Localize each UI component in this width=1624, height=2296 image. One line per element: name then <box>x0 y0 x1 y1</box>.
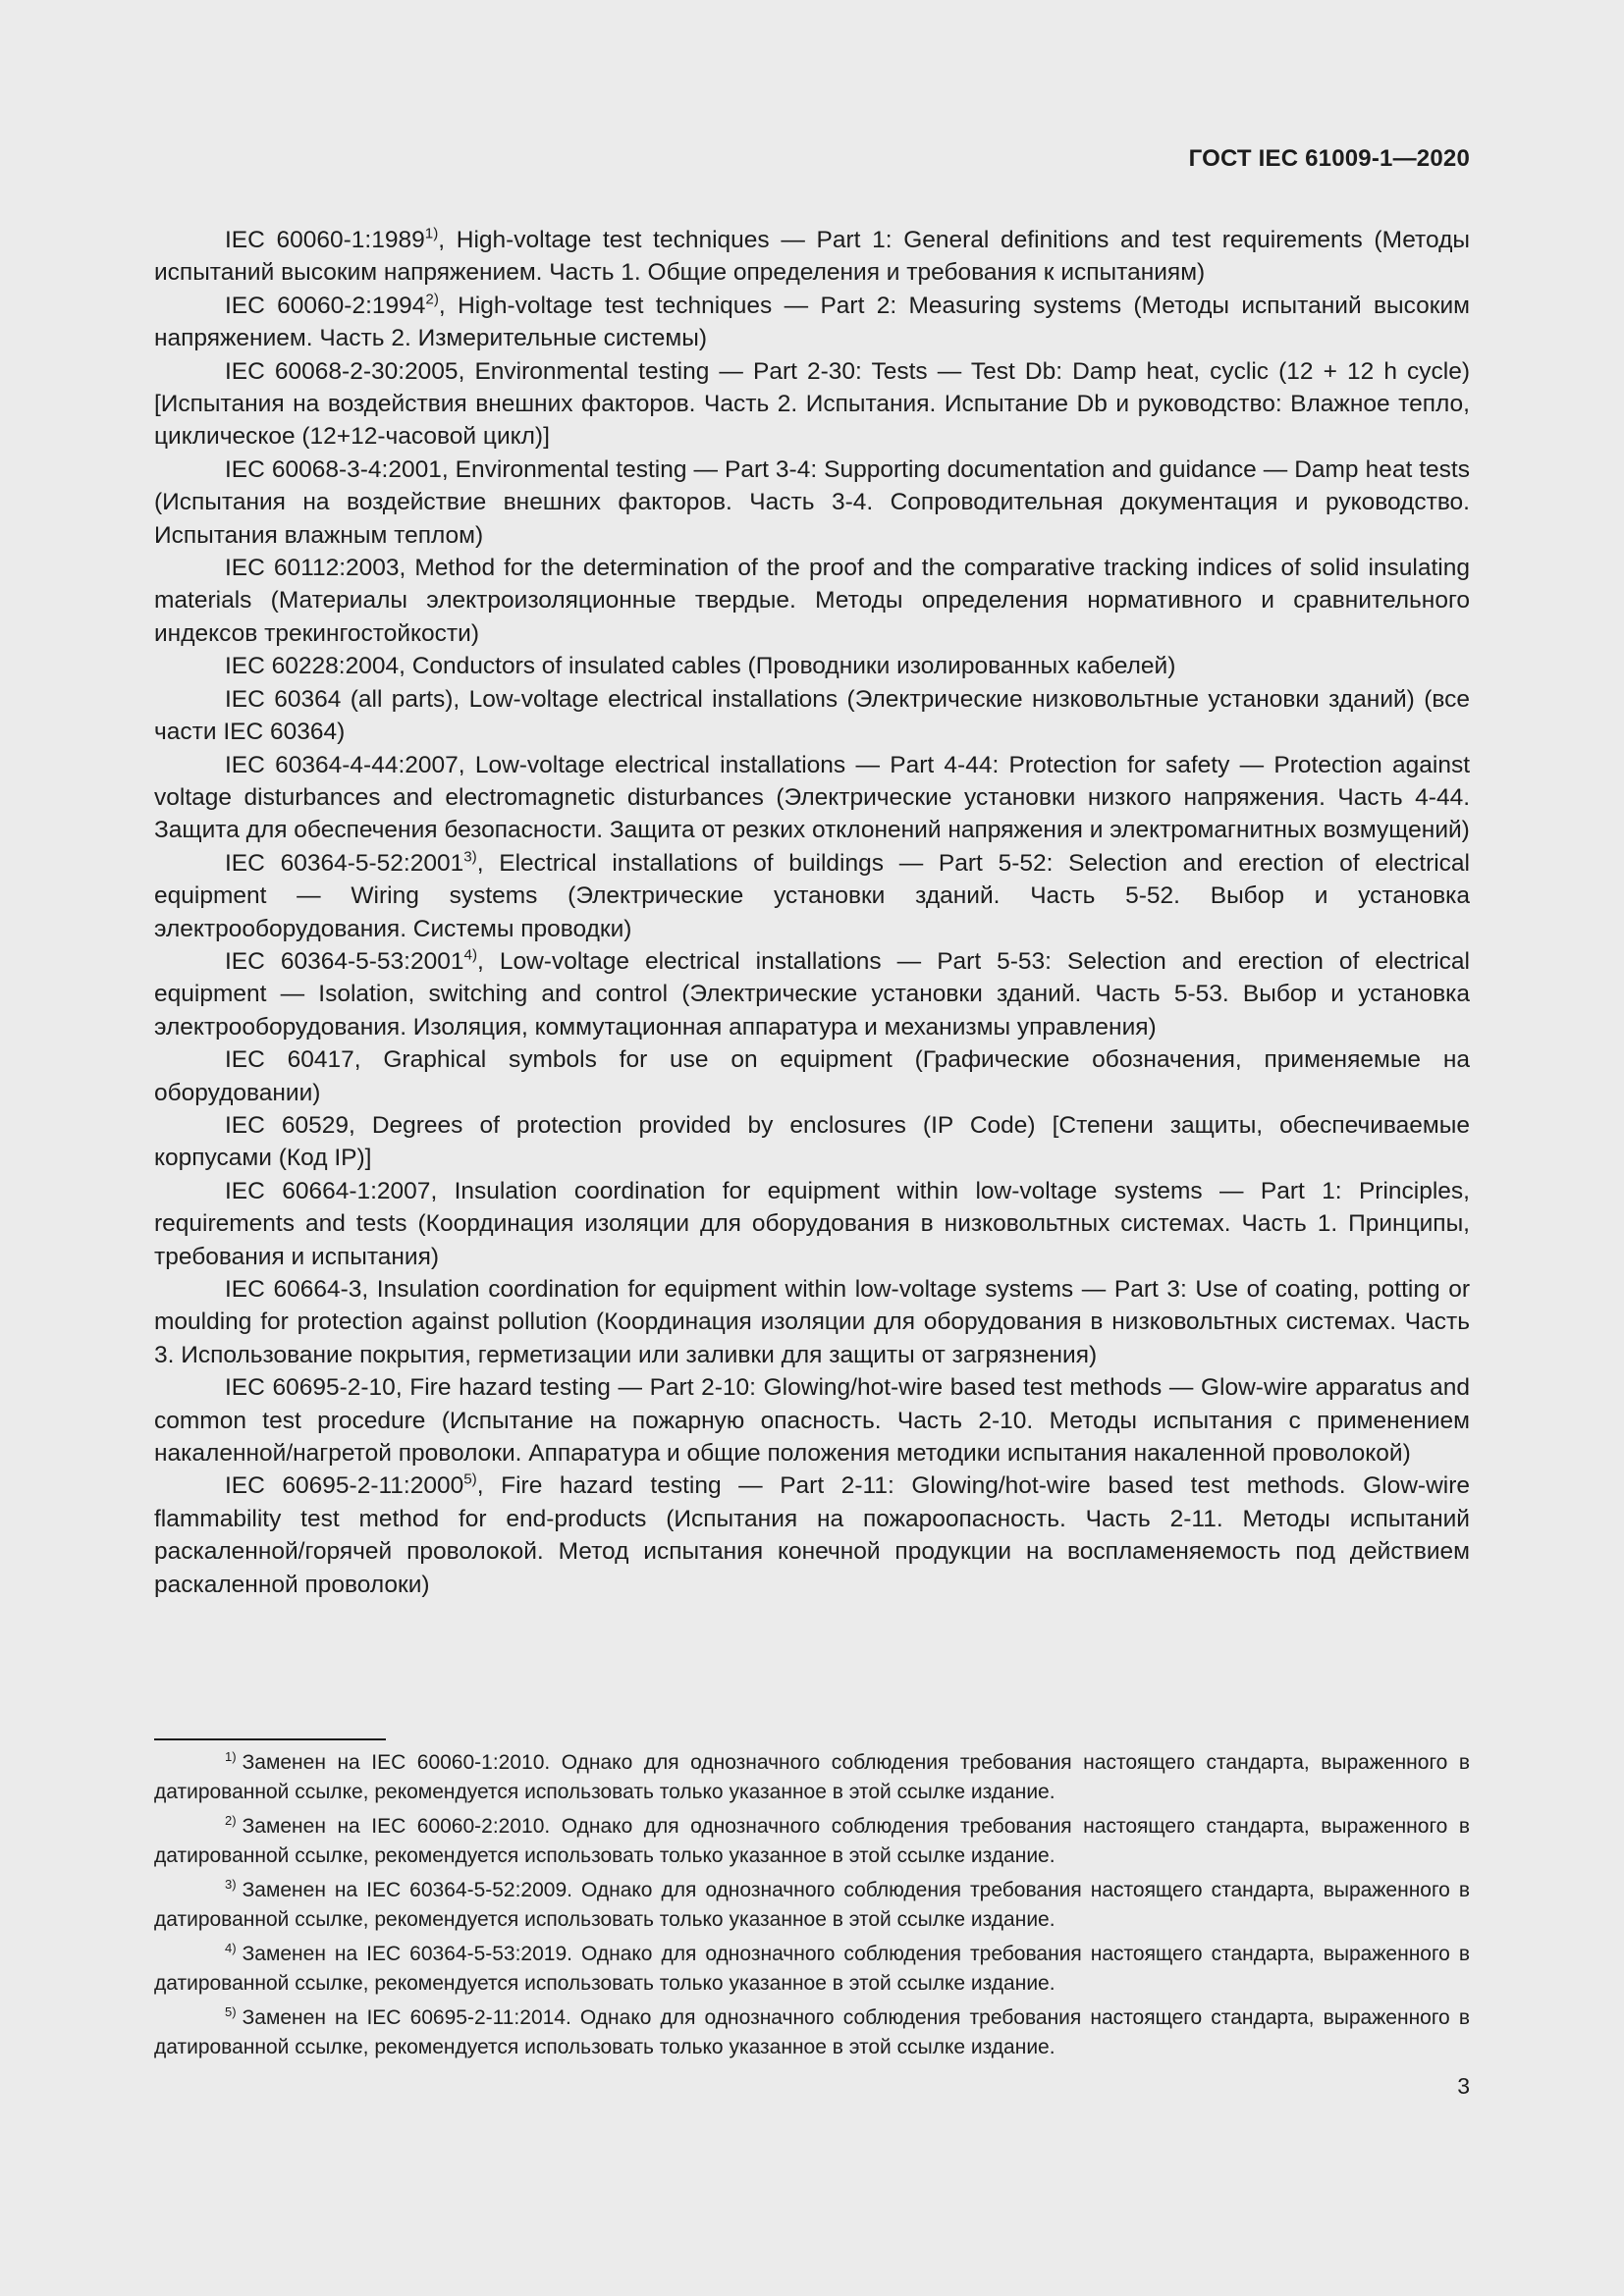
footnotes <box>154 1738 1470 2067</box>
reference-code: IEC 60664-1:2007 <box>225 1177 431 1204</box>
standard-code-header: ГОСТ IEC 61009-1—2020 <box>1188 145 1470 172</box>
reference-text: , Degrees of protection provided by enclosures (IP Code) [Степени защиты, обеспечиваемые корпусами (Код IP)] <box>154 1111 1470 1172</box>
reference-item <box>154 224 1470 290</box>
reference-item <box>154 945 1470 1043</box>
reference-code: IEC 60695-2-11:2000 <box>225 1472 464 1500</box>
footnote-text: Заменен на IEC 60364-5-52:2009. Однако для однозначного соблюдения требования настоящего стандарта, выраженного в датированной ссылке, рекомендуется использовать только указанное в этой ссылке издание. <box>154 1879 1470 1931</box>
reference-code: IEC 60529 <box>225 1111 349 1139</box>
footnote-mark: 1) <box>424 225 439 242</box>
reference-item <box>154 552 1470 650</box>
reference-text: , Fire hazard testing — Part 2-11: Glowing/hot-wire based test methods. Glow-wire flammability test method for end-products (Испытания на пожароопасность. Часть 2-11. Методы испытаний раскаленной/горячей проволокой. Метод испытания конечной продукции на воспламеняемость под действием раскаленной проволоки) <box>154 1472 1470 1598</box>
footnote-mark: 4) <box>463 946 478 964</box>
footnote-number: 2) <box>225 1812 237 1828</box>
page-number: 3 <box>1457 2073 1470 2099</box>
reference-item <box>154 1109 1470 1175</box>
reference-code: IEC 60068-2-30:2005 <box>225 357 459 385</box>
reference-item <box>154 1469 1470 1601</box>
reference-item <box>154 1043 1470 1109</box>
reference-text: (all parts), Low-voltage electrical installations (Электрические низковольтные установки зданий) (все части IEC 60364) <box>154 685 1471 746</box>
footnote <box>154 2003 1470 2062</box>
reference-text: , High-voltage test techniques — Part 1: General definitions and test requirements (Методы испытаний высоким напряжением. Часть 1. Общие определения и требования к испытаниям) <box>154 227 1471 287</box>
reference-text: , Insulation coordination for equipment within low-voltage systems — Part 3: Use of coating, potting or moulding for protection against pollution (Координация изоляции для оборудования в низковольтных системах. Часть 3. Использование покрытия, герметизации или заливки для защиты от загрязнения) <box>154 1276 1470 1368</box>
reference-item <box>154 355 1470 454</box>
footnote <box>154 1940 1470 1999</box>
reference-text: , Environmental testing — Part 2-30: Tests — Test Db: Damp heat, cyclic (12 + 12 h cycle) [Испытания на воздействия внешних факторов. Часть 2. Испытания. Испытание Db и руководство: Влажное тепло, циклическое (12+12-часовой цикл)] <box>154 357 1471 451</box>
reference-item <box>154 290 1470 355</box>
footnote <box>154 1748 1470 1807</box>
reference-text: , Conductors of insulated cables (Проводники изолированных кабелей) <box>399 653 1176 680</box>
reference-code: IEC 60364-5-52:2001 <box>225 849 464 877</box>
footnote-number: 1) <box>225 1748 237 1764</box>
reference-code: IEC 60364 <box>225 685 342 713</box>
footnote-text: Заменен на IEC 60364-5-53:2019. Однако для однозначного соблюдения требования настоящего стандарта, выраженного в датированной ссылке, рекомендуется использовать только указанное в этой ссылке издание. <box>154 1943 1470 1995</box>
reference-code: IEC 60068-3-4:2001 <box>225 455 442 483</box>
reference-code: IEC 60112:2003 <box>225 555 400 582</box>
reference-code: IEC 60060-1:1989 <box>225 227 425 253</box>
footnote-text: Заменен на IEC 60695-2-11:2014. Однако для однозначного соблюдения требования настоящего стандарта, выраженного в датированной ссылке, рекомендуется использовать только указанное в этой ссылке издание. <box>154 2006 1470 2058</box>
footnote <box>154 1876 1470 1935</box>
reference-text: , Low-voltage electrical installations — Part 4-44: Protection for safety — Protection against voltage disturbances and electromagnetic disturbances (Электрические установки низкого напряжения. Часть 4-44. Защита для обеспечения безопасности. Защита от резких отклонений напряжения и электромагнитных возмущений) <box>154 751 1470 844</box>
reference-code: IEC 60417 <box>225 1046 354 1074</box>
reference-item <box>154 749 1470 847</box>
footnote-separator <box>154 1738 386 1740</box>
reference-text: , Method for the determination of the proof and the comparative tracking indices of solid insulating materials (Материалы электроизоляционные твердые. Методы определения нормативного и сравнительного индексов трекингостойкости) <box>154 555 1470 647</box>
reference-text: , High-voltage test techniques — Part 2: Measuring systems (Методы испытаний высоким напряжением. Часть 2. Измерительные системы) <box>154 292 1470 352</box>
footnote-mark: 3) <box>463 848 477 866</box>
footnote-number: 3) <box>225 1876 237 1892</box>
reference-item <box>154 454 1470 552</box>
footnote-number: 5) <box>225 2003 237 2019</box>
reference-text: , Insulation coordination for equipment within low-voltage systems — Part 1: Principles, requirements and tests (Координация изоляции для оборудования в низковольтных системах. Часть 1. Принципы, требования и испытания) <box>154 1177 1470 1270</box>
normative-references <box>154 224 1470 1601</box>
footnote-mark: 2) <box>425 291 439 308</box>
reference-item <box>154 1371 1470 1469</box>
reference-code: IEC 60364-4-44:2007 <box>225 751 459 778</box>
reference-text: , Fire hazard testing — Part 2-10: Glowing/hot-wire based test methods — Glow-wire apparatus and common test procedure (Испытание на пожарную опасность. Часть 2-10. Методы испытания с применением накаленной/нагретой проволоки. Аппаратура и общие положения методики испытания накаленной проволокой) <box>154 1374 1470 1468</box>
reference-item <box>154 1175 1470 1273</box>
reference-code: IEC 60664-3 <box>225 1276 362 1303</box>
reference-code: IEC 60060-2:1994 <box>225 292 426 319</box>
footnote <box>154 1812 1470 1871</box>
footnote-text: Заменен на IEC 60060-2:2010. Однако для однозначного соблюдения требования настоящего стандарта, выраженного в датированной ссылке, рекомендуется использовать только указанное в этой ссылке издание. <box>154 1815 1470 1867</box>
reference-text: , Low-voltage electrical installations — Part 5-53: Selection and erection of electrical equipment — Isolation, switching and control (Электрические установки зданий. Часть 5-53. Выбор и установка электрооборудования. Изоляция, коммутационная аппаратура и механизмы управления) <box>154 947 1471 1041</box>
reference-code: IEC 60228:2004 <box>225 653 400 680</box>
reference-item <box>154 683 1470 749</box>
footnote-text: Заменен на IEC 60060-1:2010. Однако для однозначного соблюдения требования настоящего стандарта, выраженного в датированной ссылке, рекомендуется использовать только указанное в этой ссылке издание. <box>154 1751 1470 1803</box>
reference-item <box>154 650 1470 682</box>
reference-item <box>154 1273 1470 1371</box>
reference-code: IEC 60695-2-10 <box>225 1374 396 1402</box>
reference-code: IEC 60364-5-53:2001 <box>225 947 464 975</box>
reference-text: , Environmental testing — Part 3-4: Supporting documentation and guidance — Damp heat tests (Испытания на воздействие внешних факторов. Часть 3-4. Сопроводительная документация и руководство. Испытания влажным теплом) <box>154 455 1470 549</box>
footnote-mark: 5) <box>463 1471 477 1489</box>
reference-text: , Graphical symbols for use on equipment (Графические обозначения, применяемые на оборудовании) <box>154 1046 1470 1106</box>
reference-text: , Electrical installations of buildings — Part 5-52: Selection and erection of electrical equipment — Wiring systems (Электрические установки зданий. Часть 5-52. Выбор и установка электрооборудования. Системы проводки) <box>154 849 1470 942</box>
reference-item <box>154 847 1470 945</box>
footnote-number: 4) <box>225 1940 237 1955</box>
